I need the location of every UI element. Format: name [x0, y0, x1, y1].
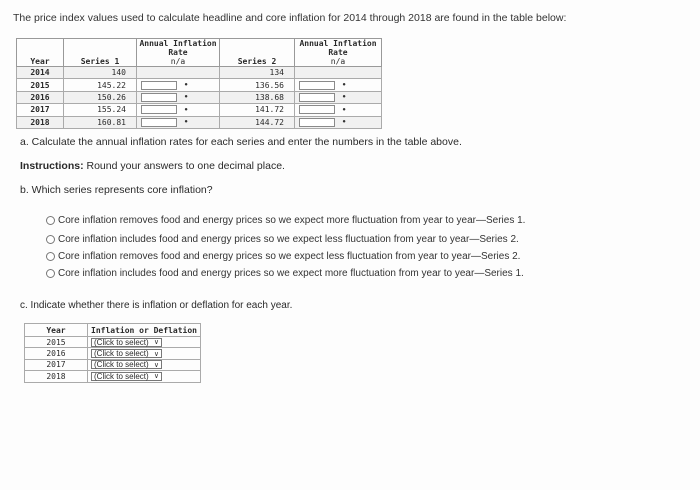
year-cell: 2017 — [17, 104, 64, 116]
year-cell: 2016 — [17, 91, 64, 103]
radio-button[interactable] — [46, 252, 55, 261]
inflation-rate-1-cell — [137, 116, 220, 128]
inflation-rate-2-input-2017[interactable] — [299, 105, 335, 114]
select-cell — [88, 371, 201, 382]
chevron-down-icon: ∨ — [153, 373, 159, 381]
entry-marker-icon: • — [184, 105, 189, 114]
option-1[interactable] — [46, 215, 525, 226]
year-cell: 2017 — [25, 359, 88, 370]
inflation-rate-2-cell — [295, 91, 382, 103]
inflation-rate-1-input-2016[interactable] — [141, 93, 177, 102]
table-row — [17, 91, 382, 103]
header-inflation-rate-2-line2: Rate — [328, 48, 348, 57]
series2-value: 141.72 — [220, 104, 295, 116]
series1-value: 155.24 — [64, 104, 137, 116]
table-row — [25, 348, 201, 359]
year-cell: 2016 — [25, 348, 88, 359]
inflation-rate-1-empty — [137, 67, 220, 79]
na-series2-2014: n/a — [330, 57, 346, 66]
header-inflation-rate-1-line2: Rate — [168, 48, 188, 57]
option-label: Core inflation includes food and energy prices so we expect less fluctuation from year to year—Series 2. — [58, 234, 519, 245]
price-index-table — [16, 38, 382, 129]
year-cell: 2018 — [17, 116, 64, 128]
question-b: b. Which series represents core inflation? — [20, 184, 213, 196]
year-cell: 2015 — [17, 79, 64, 91]
series1-value: 150.26 — [64, 91, 137, 103]
series1-value: 140 — [64, 67, 137, 79]
header-year: Year — [25, 324, 88, 337]
option-2[interactable] — [46, 234, 519, 245]
entry-marker-icon: • — [184, 81, 189, 90]
inflation-rate-2-empty — [295, 67, 382, 79]
table-row — [25, 371, 201, 382]
select-label: (Click to select) — [94, 371, 149, 381]
select-cell — [88, 359, 201, 370]
select-label: (Click to select) — [94, 337, 149, 347]
inflation-rate-1-input-2018[interactable] — [141, 118, 177, 127]
option-4[interactable] — [46, 268, 524, 279]
instructions-label: Instructions: — [20, 160, 84, 172]
year-cell: 2014 — [17, 67, 64, 79]
select-cell — [88, 337, 201, 348]
series1-value: 145.22 — [64, 79, 137, 91]
entry-marker-icon: • — [342, 105, 347, 114]
entry-marker-icon: • — [342, 81, 347, 90]
question-c: c. Indicate whether there is inflation or deflation for each year. — [20, 300, 293, 311]
intro-text: The price index values used to calculate headline and core inflation for 2014 through 2018 are found in the table below: — [13, 12, 567, 24]
header-inflation-or-deflation: Inflation or Deflation — [88, 324, 201, 337]
instructions — [20, 160, 285, 172]
inflation-rate-2-input-2015[interactable] — [299, 81, 335, 90]
series2-value: 144.72 — [220, 116, 295, 128]
header-series-1: Series 1 — [64, 39, 137, 67]
header-inflation-rate-2 — [295, 39, 382, 67]
inflation-select-2016[interactable] — [91, 349, 162, 358]
select-label: (Click to select) — [94, 349, 149, 359]
chevron-down-icon: ∨ — [153, 339, 159, 347]
table-row — [25, 337, 201, 348]
radio-button[interactable] — [46, 235, 55, 244]
select-cell — [88, 348, 201, 359]
series2-value: 138.68 — [220, 91, 295, 103]
inflation-select-2017[interactable] — [91, 360, 162, 369]
option-3[interactable] — [46, 251, 520, 262]
inflation-select-2015[interactable] — [91, 338, 162, 347]
chevron-down-icon: ∨ — [153, 361, 159, 369]
series2-value: 136.56 — [220, 79, 295, 91]
inflation-rate-2-cell — [295, 79, 382, 91]
year-cell: 2015 — [25, 337, 88, 348]
table-header-row — [25, 324, 201, 337]
inflation-rate-1-cell — [137, 79, 220, 91]
year-cell: 2018 — [25, 371, 88, 382]
header-series-2: Series 2 — [220, 39, 295, 67]
entry-marker-icon: • — [342, 93, 347, 102]
header-inflation-rate-2-line1: Annual Inflation — [299, 39, 377, 48]
inflation-rate-1-input-2015[interactable] — [141, 81, 177, 90]
inflation-select-2018[interactable] — [91, 372, 162, 381]
question-a: a. Calculate the annual inflation rates for each series and enter the numbers in the table above. — [20, 136, 462, 148]
option-label: Core inflation includes food and energy prices so we expect more fluctuation from year to year—Series 1. — [58, 268, 524, 279]
inflation-rate-1-cell — [137, 91, 220, 103]
table-row — [17, 116, 382, 128]
table-row — [17, 67, 382, 79]
entry-marker-icon: • — [184, 118, 189, 127]
chevron-down-icon: ∨ — [153, 350, 159, 358]
option-label: Core inflation removes food and energy prices so we expect less fluctuation from year to year—Series 2. — [58, 251, 521, 262]
inflation-rate-2-input-2018[interactable] — [299, 118, 335, 127]
radio-button[interactable] — [46, 269, 55, 278]
header-inflation-rate-1 — [137, 39, 220, 67]
header-year: Year — [17, 39, 64, 67]
table-header-row — [17, 39, 382, 67]
inflation-rate-1-cell — [137, 104, 220, 116]
entry-marker-icon: • — [342, 118, 347, 127]
select-label: (Click to select) — [94, 360, 149, 370]
inflation-rate-1-input-2017[interactable] — [141, 105, 177, 114]
table-row — [17, 79, 382, 91]
entry-marker-icon: • — [184, 93, 189, 102]
header-inflation-rate-1-line1: Annual Inflation — [139, 39, 217, 48]
series1-value: 160.81 — [64, 116, 137, 128]
inflation-rate-2-cell — [295, 104, 382, 116]
inflation-rate-2-cell — [295, 116, 382, 128]
option-label: Core inflation removes food and energy prices so we expect more fluctuation from year to year—Series 1. — [58, 215, 526, 226]
table-row — [17, 104, 382, 116]
radio-button[interactable] — [46, 216, 55, 225]
series2-value: 134 — [220, 67, 295, 79]
instructions-text: Round your answers to one decimal place. — [83, 160, 285, 172]
inflation-rate-2-input-2016[interactable] — [299, 93, 335, 102]
table-row — [25, 359, 201, 370]
inflation-deflation-table — [24, 323, 201, 383]
na-series1-2014: n/a — [170, 57, 186, 66]
